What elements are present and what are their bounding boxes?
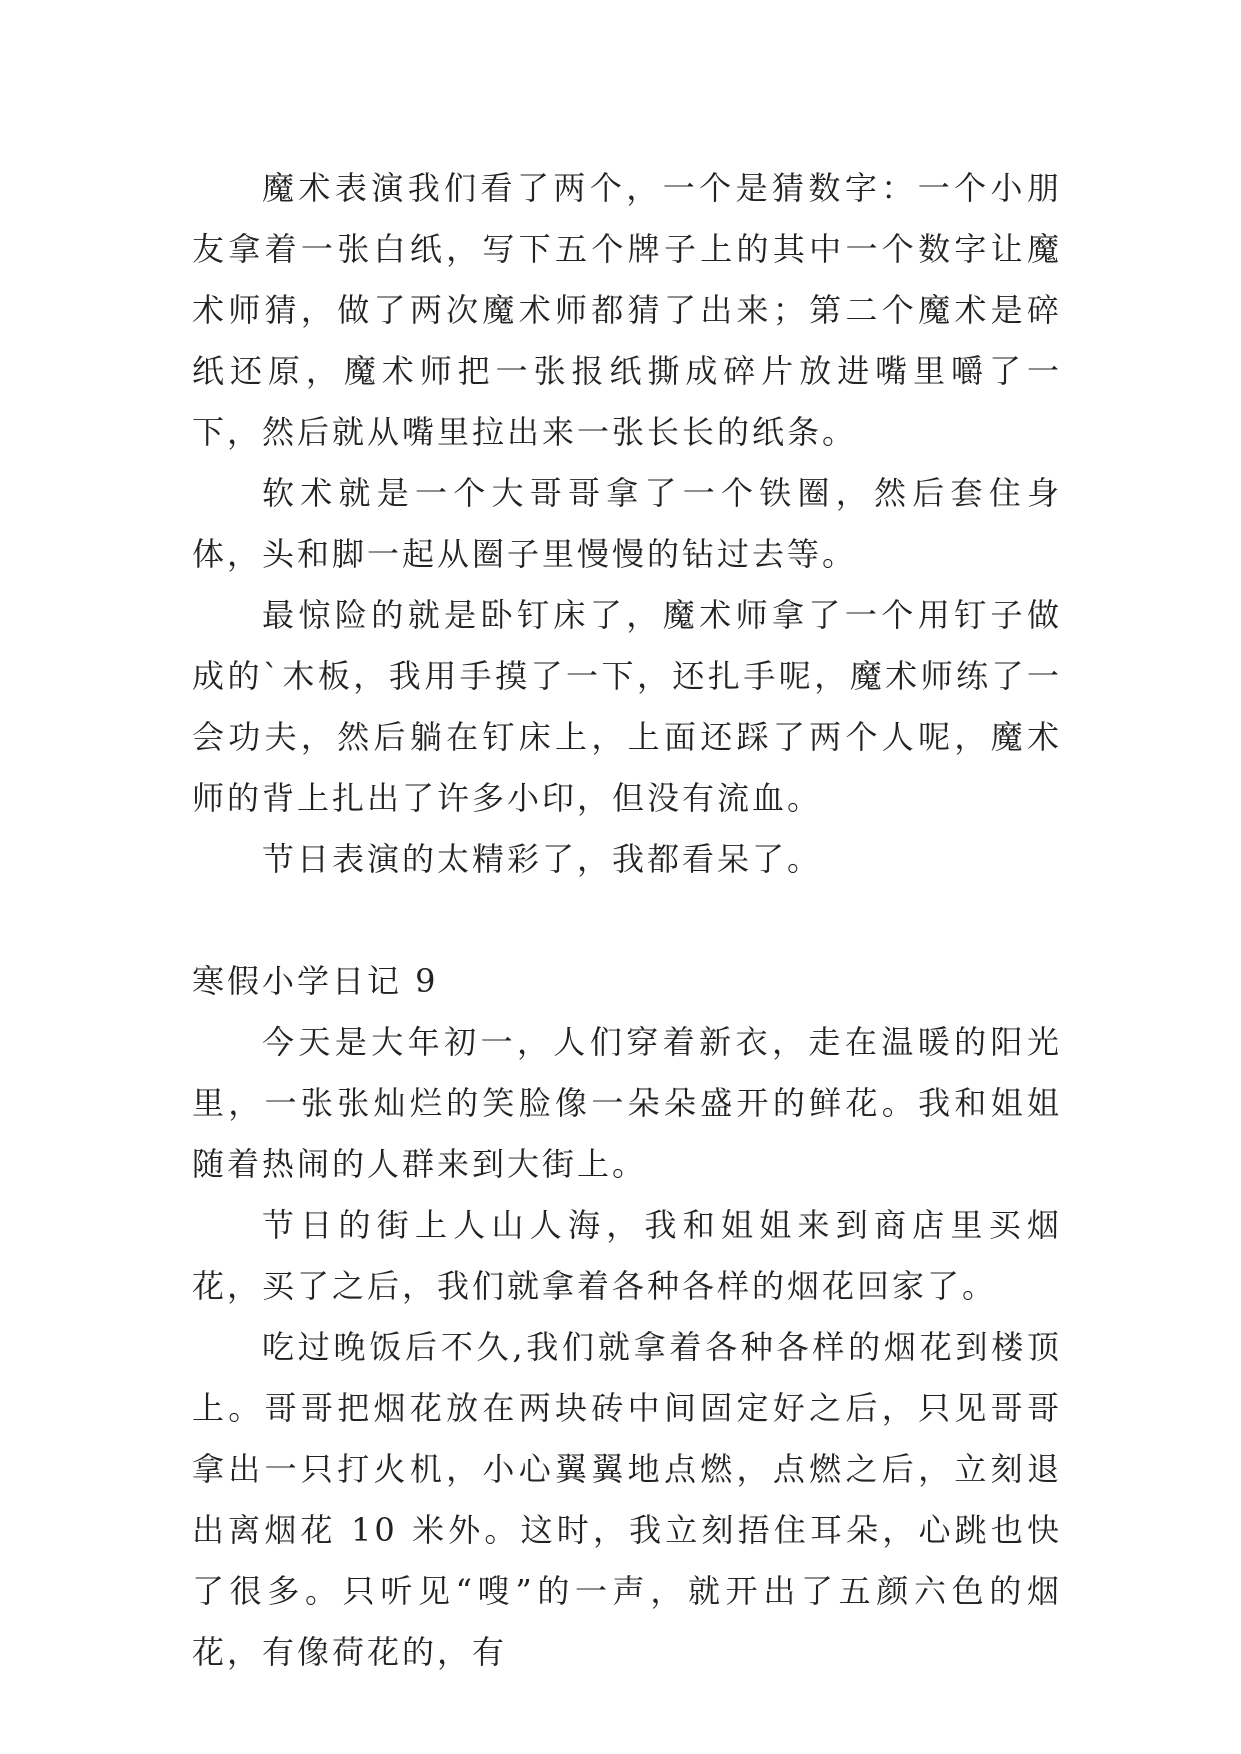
paragraph-set-off-fireworks: 吃过晚饭后不久,我们就拿着各种各样的烟花到楼顶上。哥哥把烟花放在两块砖中间固定好之后，只见哥哥拿出一只打火机，小心翼翼地点燃，点燃之后，立刻退出离烟花 10 米外。这时，我立刻捂住耳朵，心跳也快了很多。只听见“嗖”的一声，就开出了五颜六色的烟花，有像荷花的，有 [192,1328,1062,1671]
paragraph-magic-show: 魔术表演我们看了两个，一个是猜数字：一个小朋友拿着一张白纸，写下五个牌子上的其中一个数字让魔术师猜，做了两次魔术师都猜了出来；第二个魔术是碎纸还原，魔术师把一张报纸撕成碎片放进嘴里嚼了一下，然后就从嘴里拉出来一张长长的纸条。 [192,169,1062,451]
paragraph-contortion: 软术就是一个大哥哥拿了一个铁圈，然后套住身体，头和脚一起从圈子里慢慢的钻过去等。 [192,474,1062,573]
paragraph-bed-of-nails: 最惊险的就是卧钉床了，魔术师拿了一个用钉子做成的`木板，我用手摸了一下，还扎手呢，魔术师练了一会功夫，然后躺在钉床上，上面还踩了两个人呢，魔术师的背上扎出了许多小印，但没有流血。 [192,596,1062,817]
paragraph-conclusion: 节日表演的太精彩了，我都看呆了。 [262,840,823,878]
paragraph-new-year: 今天是大年初一，人们穿着新衣，走在温暖的阳光里，一张张灿烂的笑脸像一朵朵盛开的鲜花。我和姐姐随着热闹的人群来到大街上。 [192,1023,1062,1183]
document-body [192,158,1062,1683]
paragraph-buy-fireworks: 节日的街上人山人海，我和姐姐来到商店里买烟花，买了之后，我们就拿着各种各样的烟花回家了。 [192,1206,1062,1305]
diary-title: 寒假小学日记 9 [192,962,439,1000]
